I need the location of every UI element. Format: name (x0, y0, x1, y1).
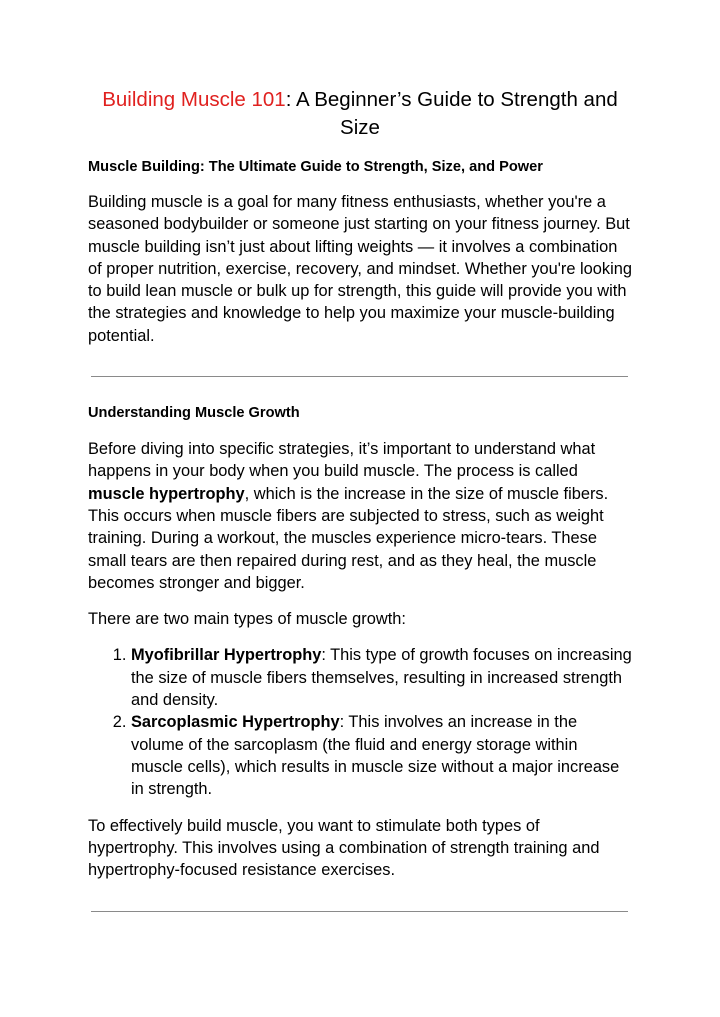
divider (91, 911, 628, 912)
list-item (131, 644, 632, 711)
list-item-desc: : This type of growth focuses on increasing the size of muscle fibers themselves, resulting in increased strength and density. (131, 646, 632, 710)
title-rest: : A Beginner’s Guide to Strength and Size (285, 88, 618, 139)
section-heading-muscle-growth: Understanding Muscle Growth (88, 405, 300, 422)
hypertrophy-types-list (88, 644, 632, 800)
growth-text-after: , which is the increase in the size of muscle fibers. This occurs when muscle fibers are subjected to stress, such as weight training. During a workout, the muscles experience micro-tears. These small tears are then repaired during rest, and as they heal, the muscle becomes stronger and bigger. (88, 484, 609, 592)
types-intro-paragraph: There are two main types of muscle growth: (88, 610, 406, 629)
closing-paragraph: To effectively build muscle, you want to stimulate both types of hypertrophy. This involves using a combination of strength training and hypertrophy-focused resistance exercises. (88, 816, 600, 880)
growth-paragraph (88, 438, 632, 594)
subtitle: Muscle Building: The Ultimate Guide to Strength, Size, and Power (88, 159, 543, 175)
list-item-term: Myofibrillar Hypertrophy (131, 646, 322, 665)
hypertrophy-term: muscle hypertrophy (88, 484, 245, 503)
growth-text-before: Before diving into specific strategies, it’s important to understand what happens in your body when you build muscle. The process is called (88, 440, 596, 481)
list-item (131, 711, 632, 800)
list-item-desc: : This involves an increase in the volume of the sarcoplasm (the fluid and energy storage within muscle cells), which results in muscle size without a major increase in strength. (131, 713, 620, 799)
divider (91, 376, 628, 377)
title-accent: Building Muscle 101 (102, 88, 286, 111)
page-title (88, 86, 632, 142)
intro-paragraph: Building muscle is a goal for many fitness enthusiasts, whether you're a seasoned bodybuilder or someone just starting on your fitness journey. But muscle building isn’t just about lifting weights — it involves a combination of proper nutrition, exercise, recovery, and mindset. Whether you're looking to build lean muscle or bulk up for strength, this guide will provide you with the strategies and knowledge to help you maximize your muscle-building potential. (88, 193, 632, 345)
list-item-term: Sarcoplasmic Hypertrophy (131, 713, 340, 732)
